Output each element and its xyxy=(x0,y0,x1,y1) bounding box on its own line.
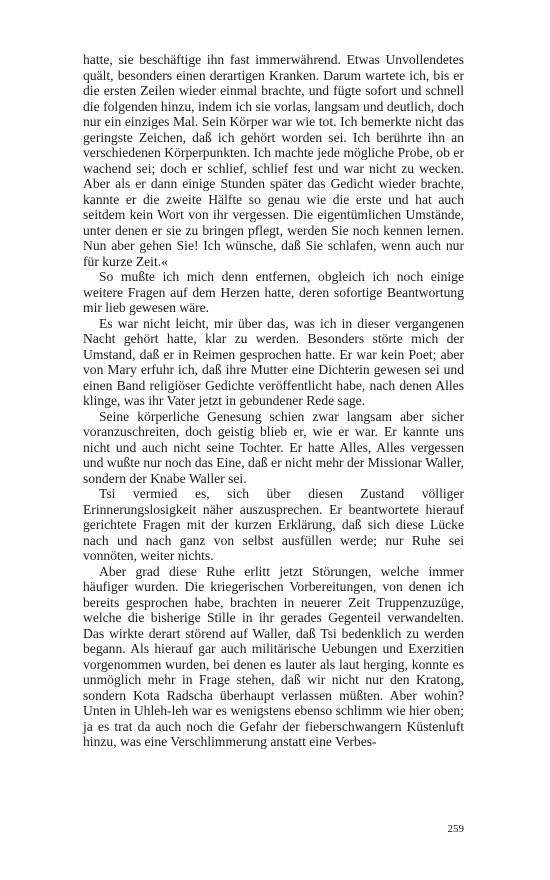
page-body xyxy=(83,52,464,750)
paragraph-2: So mußte ich mich denn entfernen, obgleich ich noch einige weitere Fragen auf dem Herzen hatte, deren sofortige Beantwortung mir lieb gewesen wäre. xyxy=(83,269,464,315)
paragraph-6: Aber grad diese Ruhe erlitt jetzt Störungen, welche immer häufiger wurden. Die kriegerischen Vorbereitungen, von denen ich bereits gesprochen habe, brachten in neuerer Zeit Truppenzuzüge, welche die bisherige Stille in ihr gerades Gegenteil verwandelten. Das wirkte derart störend auf Waller, daß Tsi bedenklich zu werden begann. Als hierauf gar auch militärische Uebungen und Exerzitien vorgenommen wurden, bei denen es lauter als laut herging, konnte es unmöglich mehr in Frage stehen, daß wir nicht nur den Kratong, sondern Kota Radscha überhaupt verlassen müßten. Aber wohin? Unten in Uhleh-leh war es wenigstens ebenso schlimm wie hier oben; ja es trat da auch noch die Gefahr der fieberschwangern Küstenluft hinzu, was eine Verschlimmerung anstatt eine Verbes- xyxy=(83,563,464,749)
paragraph-5: Tsi vermied es, sich über diesen Zustand völliger Erinnerungslosigkeit näher auszusprechen. Er beantwortete hierauf gerichtete Fragen mit der kurzen Erklärung, daß sich diese Lücke nach und nach ganz von selbst ausfüllen werde; nur Ruhe sei vonnöten, weiter nichts. xyxy=(83,486,464,563)
paragraph-3: Es war nicht leicht, mir über das, was ich in dieser vergangenen Nacht gehört hatte, klar zu werden. Besonders störte mich der Umstand, daß er in Reimen gesprochen hatte. Er war kein Poet; aber von Mary erfuhr ich, daß ihre Mutter eine Dichterin gewesen sei und einen Band religiöser Gedichte veröffentlicht habe, nach denen Alles klinge, was ihr Vater jetzt in gebundener Rede sage. xyxy=(83,315,464,408)
paragraph-1: hatte, sie beschäftige ihn fast immerwährend. Etwas Unvollendetes quält, besonders einen derartigen Kranken. Darum wartete ich, bis er die ersten Zeilen wieder einmal brachte, und fügte sofort und schnell die folgenden hinzu, indem ich sie vorlas, langsam und deutlich, doch nur ein einziges Mal. Sein Körper war wie tot. Ich bemerkte nicht das geringste Zeichen, daß ich gehört worden sei. Ich berührte ihn an verschiedenen Körperpunkten. Ich machte jede mögliche Probe, ob er wachend sei; doch er schlief, schlief fest und war nicht zu wecken. Aber als er dann einige Stunden später das Gedicht wieder brachte, kannte er die zweite Hälfte so genau wie die erste und hat auch seitdem kein Wort von ihr vergessen. Die eigentümlichen Umstände, unter denen er sie zu bringen pflegt, werden Sie noch kennen lernen. Nun aber gehen Sie! Ich wünsche, daß Sie schlafen, wenn auch nur für kurze Zeit.« xyxy=(83,52,464,269)
paragraph-4: Seine körperliche Genesung schien zwar langsam aber sicher voranzuschreiten, doch geistig blieb er, wie er war. Er kannte uns nicht und auch nicht seine Tochter. Er hatte Alles, Alles vergessen und wußte nur noch das Eine, daß er nicht mehr der Missionar Waller, sondern der Knabe Waller sei. xyxy=(83,408,464,486)
page-number: 259 xyxy=(447,823,464,835)
